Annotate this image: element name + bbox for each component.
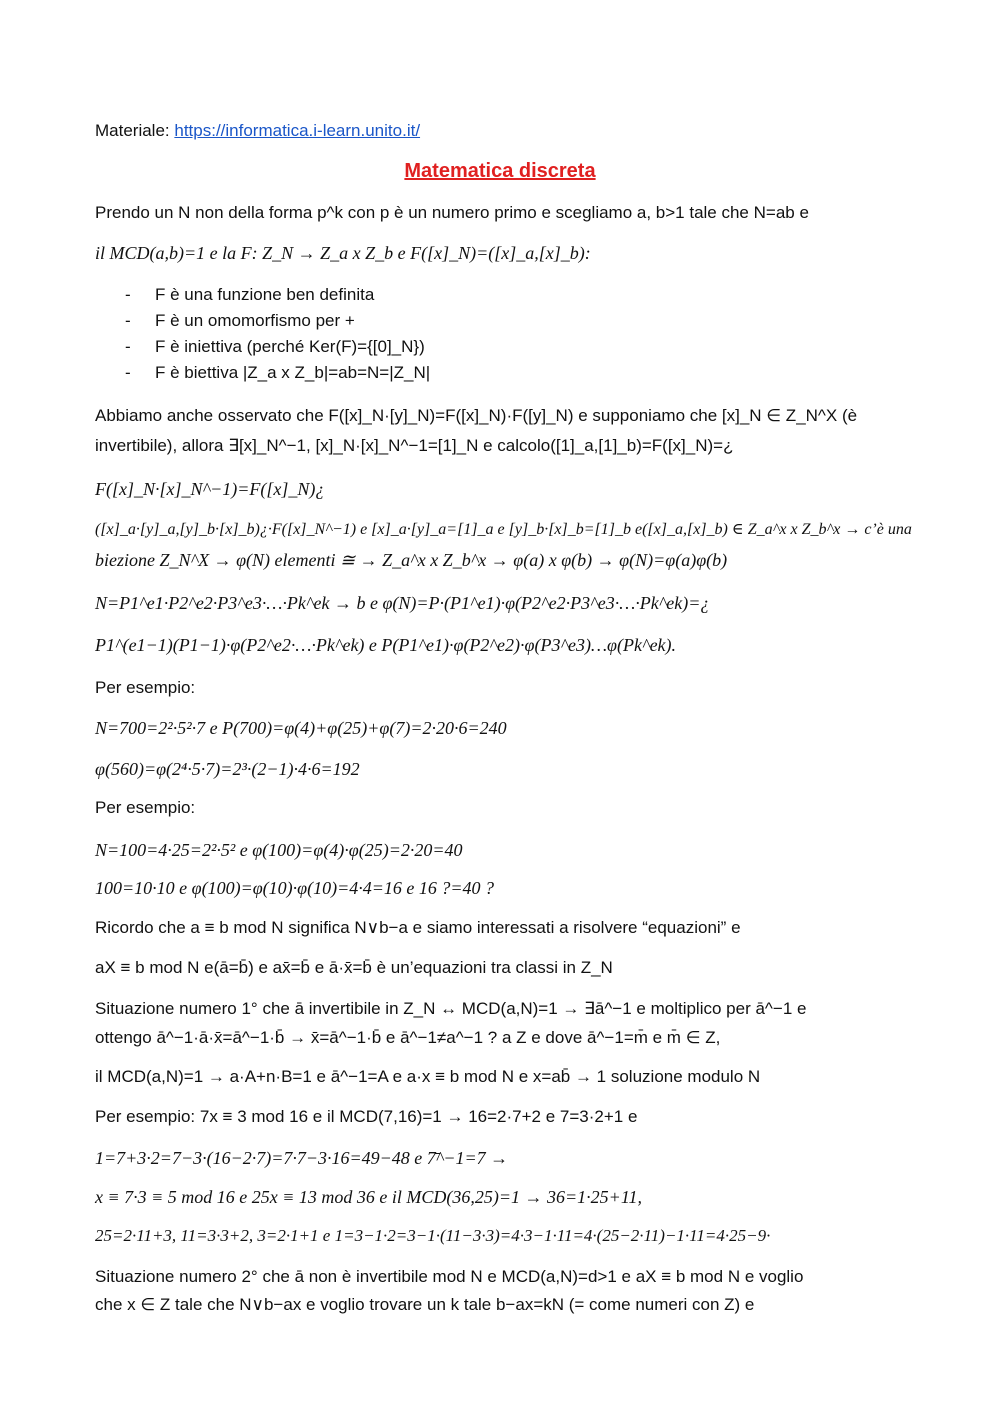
formula-line: N=100=4·25=2²·5² e φ(100)=φ(4)·φ(25)=2·20=40	[95, 840, 463, 860]
text-line: Per esempio: 7x ≡ 3 mod 16 e il MCD(7,16)=1 → 16=2·7+2 e 7=3·2+1 e	[95, 1107, 638, 1126]
course-link[interactable]: https://informatica.i-learn.unito.it/	[174, 121, 421, 140]
formula-line: φ(560)=φ(2⁴·5·7)=2³·(2−1)·4·6=192	[95, 759, 360, 779]
materiale-line	[95, 120, 420, 142]
text-line: invertibile), allora ∃[x]_N^−1, [x]_N·[x]_N^−1=[1]_N e calcolo([1]_a,[1]_b)=F([x]_N)=¿	[95, 436, 734, 455]
formula-line: N=700=2²·5²·7 e P(700)=φ(4)+φ(25)+φ(7)=2·20·6=240	[95, 718, 507, 738]
list-item: - F è iniettiva (perché Ker(F)={[0]_N})	[125, 334, 430, 360]
formula-line: biezione Z_N^X → φ(N) elementi ≅ → Z_a^x x Z_b^x → φ(a) x φ(b) → φ(N)=φ(a)φ(b)	[95, 550, 728, 570]
formula-line: P1^(e1−1)(P1−1)·φ(P2^e2·…·Pk^ek) e P(P1^e1)·φ(P2^e2)·φ(P3^e3)…φ(Pk^ek).	[95, 635, 677, 655]
materiale-label: Materiale:	[95, 121, 170, 140]
text-line: Ricordo che a ≡ b mod N significa N∨b−a e siamo interessati a risolvere “equazioni” e	[95, 918, 741, 937]
text-line: Situazione numero 2° che ā non è invertibile mod N e MCD(a,N)=d>1 e aX ≡ b mod N e voglio	[95, 1267, 804, 1286]
text-line: Situazione numero 1° che ā invertibile in Z_N ↔ MCD(a,N)=1 → ∃ā^−1 e moltiplico per ā^−1 e	[95, 999, 807, 1018]
text-line: Prendo un N non della forma p^k con p è un numero primo e scegliamo a, b>1 tale che N=ab e	[95, 203, 809, 222]
example-label: Per esempio:	[95, 798, 196, 817]
list-item: - F è una funzione ben definita	[125, 282, 430, 308]
text-line: il MCD(a,N)=1 → a·A+n·B=1 e ā^−1=A e a·x ≡ b mod N e x=ab̄ → 1 soluzione modulo N	[95, 1067, 761, 1086]
formula-line: N=P1^e1·P2^e2·P3^e3·…·Pk^ek → b e φ(N)=P·(P1^e1)·φ(P2^e2·P3^e3·…·Pk^ek)=¿	[95, 593, 710, 613]
formula-line: x ≡ 7·3 ≡ 5 mod 16 e 25x ≡ 13 mod 36 e il MCD(36,25)=1 → 36=1·25+11,	[95, 1187, 642, 1207]
text-line: che x ∈ Z tale che N∨b−ax e voglio trovare un k tale b−ax=kN (= come numeri con Z) e	[95, 1295, 755, 1314]
formula-line: ([x]_a·[y]_a,[y]_b·[x]_b)¿·F([x]_N^−1) e [x]_a·[y]_a=[1]_a e [y]_b·[x]_b=[1]_b e([x]_a,[x]_b) ∈ Z_a^x x Z_b^x → c’è una	[95, 521, 912, 538]
formula-line: F([x]_N·[x]_N^−1)=F([x]_N)¿	[95, 479, 325, 499]
formula-line: il MCD(a,b)=1 e la F: Z_N → Z_a x Z_b e F([x]_N)=([x]_a,[x]_b):	[95, 243, 591, 263]
page-title: Matematica discreta	[404, 160, 596, 182]
formula-line: 100=10·10 e φ(100)=φ(10)·φ(10)=4·4=16 e 16 ?=40 ?	[95, 878, 495, 898]
text-line: aX ≡ b mod N e(ā=b̄) e ax̄=b̄ e ā·x̄=b̄ è un’equazioni tra classi in Z_N	[95, 958, 613, 977]
example-label: Per esempio:	[95, 678, 196, 697]
list-item: - F è un omomorfismo per +	[125, 308, 430, 334]
property-list	[125, 282, 430, 386]
formula-line: 25=2·11+3, 11=3·3+2, 3=2·1+1 e 1=3−1·2=3−1·(11−3·3)=4·3−1·11=4·(25−2·11)−1·11=4·25−9·	[95, 1226, 771, 1245]
text-line: Abbiamo anche osservato che F([x]_N·[y]_N)=F([x]_N)·F([y]_N) e supponiamo che [x]_N ∈ Z_N^X (è	[95, 406, 858, 425]
formula-line: 1=7+3·2=7−3·(16−2·7)=7·7−3·16=49−48 e 7̄^−1=7 →	[95, 1148, 509, 1168]
list-item: - F è biettiva |Z_a x Z_b|=ab=N=|Z_N|	[125, 360, 430, 386]
text-line: ottengo ā^−1·ā·x̄=ā^−1·b̄ → x̄=ā^−1·b̄ e ā^−1≠a^−1 ? a Z e dove ā^−1=m̄ e m̄ ∈ Z,	[95, 1028, 721, 1047]
